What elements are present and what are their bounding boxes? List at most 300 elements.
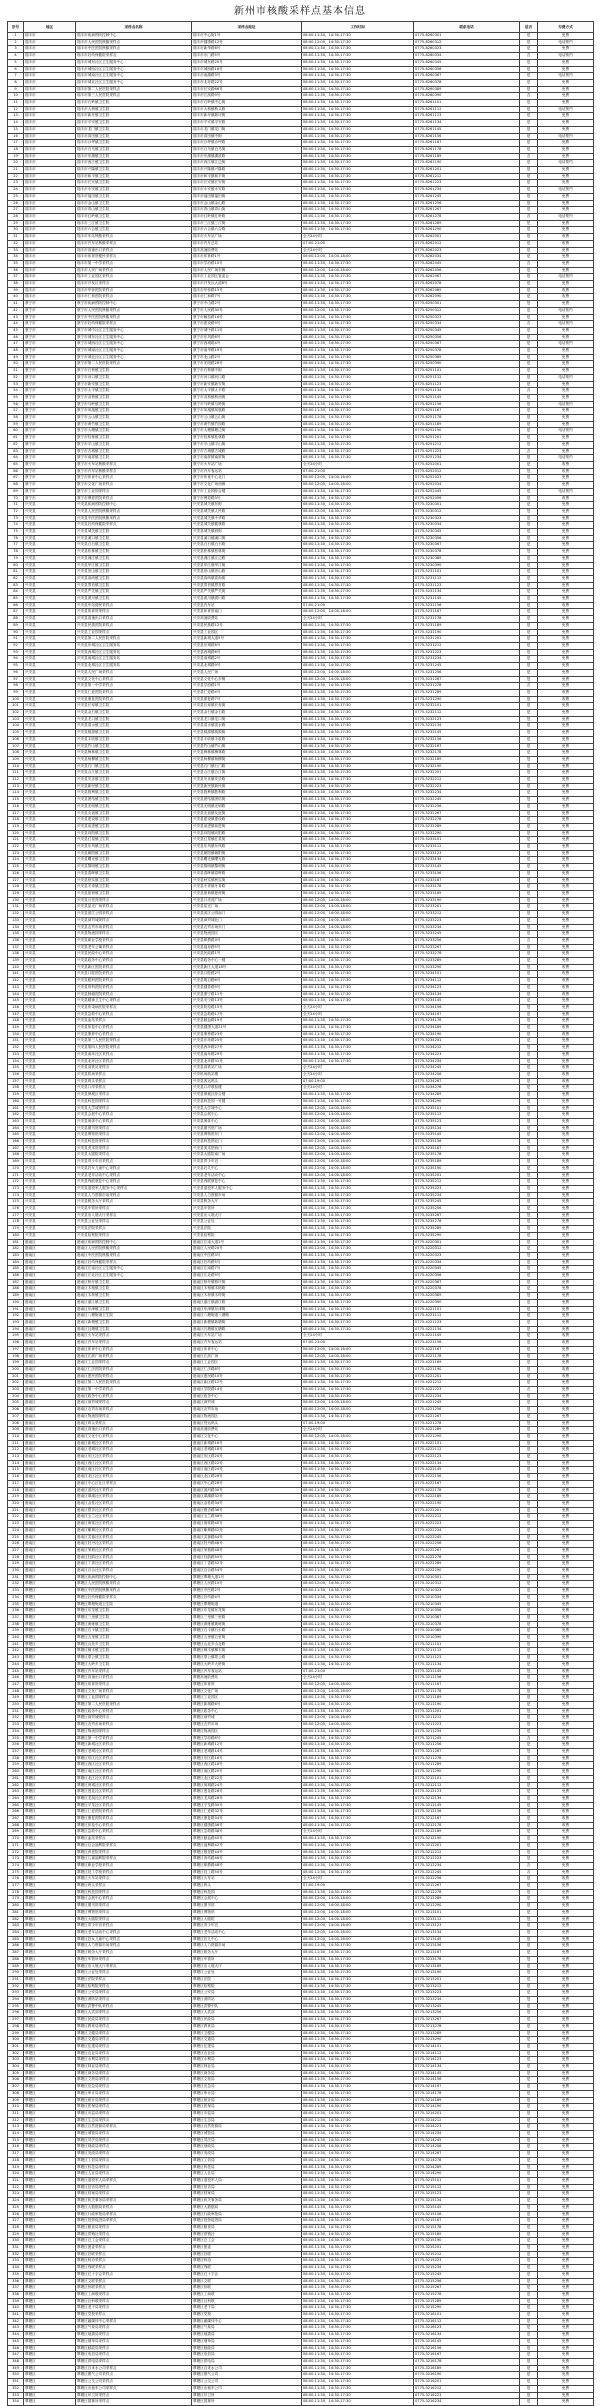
cell-row-number: 27 <box>8 207 24 214</box>
cell-payment-method: 免费 <box>538 1460 594 1467</box>
cell-contact-phone: 0775-3211256 <box>414 1742 520 1749</box>
cell-working-hours: 08:00-11:30，14:30-17:30 <box>302 260 414 267</box>
cell-site-address: 兴安县南城路2号 <box>192 656 302 663</box>
cell-working-hours: 08:00-11:30，14:30-17:30 <box>302 984 414 991</box>
cell-site-address: 覃塘区妇儿中心 <box>192 1936 302 1943</box>
cell-site-name: 兴安县松林镇卫生院 <box>76 549 192 556</box>
cell-working-hours: 08:00-11:30，14:30-17:30 <box>302 750 414 757</box>
cell-district: 覃塘区 <box>24 2265 76 2272</box>
cell-contact-phone: 0775-3213245 <box>414 2003 520 2010</box>
cell-district: 兴安县 <box>24 1092 76 1099</box>
cell-working-hours: 08:00-11:30，14:30-17:30 <box>302 535 414 542</box>
table-row <box>8 1118 594 1125</box>
cell-payment-method: 免费 <box>538 2030 594 2037</box>
cell-available-flag: 是 <box>520 1172 538 1179</box>
cell-contact-phone: 0775-4222201 <box>414 1507 520 1514</box>
cell-contact-phone: 0775-5231289 <box>414 689 520 696</box>
cell-site-address: 瑞丰市开发区大道8号 <box>192 281 302 288</box>
cell-site-address: 兴安县竹山镇竹山街 <box>192 743 302 750</box>
cell-site-name: 覃塘区物流园采样点 <box>76 1728 192 1735</box>
cell-payment-method: 免费 <box>538 2318 594 2325</box>
cell-district: 覃塘区 <box>24 2157 76 2164</box>
cell-contact-phone: 0775-4221223 <box>414 1387 520 1394</box>
table-row <box>8 716 594 723</box>
cell-district: 覃塘区 <box>24 1574 76 1581</box>
cell-contact-phone: 0775-3214212 <box>414 2117 520 2124</box>
table-row <box>8 1299 594 1306</box>
cell-contact-phone: 0775-6251156 <box>414 401 520 408</box>
table-row <box>8 2164 594 2171</box>
cell-district: 港南区 <box>24 1279 76 1286</box>
cell-site-name: 港南区木格镇卫生院 <box>76 1286 192 1293</box>
cell-site-name: 兴安县急救中心采样点 <box>76 1011 192 1018</box>
cell-working-hours: 08:00-12:00，14:00-18:00 <box>302 904 414 911</box>
cell-available-flag: 是 <box>520 1521 538 1528</box>
cell-working-hours: 08:00-11:30，14:30-17:30 <box>302 327 414 334</box>
cell-contact-phone: 0775-3211134 <box>414 1661 520 1668</box>
cell-district: 港南区 <box>24 1346 76 1353</box>
cell-site-name: 覃塘区财政局采样点 <box>76 2144 192 2151</box>
cell-site-address: 港南区茉莉路48号 <box>192 1547 302 1554</box>
cell-district: 覃塘区 <box>24 1983 76 1990</box>
cell-payment-method: 免费 <box>538 153 594 160</box>
cell-available-flag: 是 <box>520 475 538 482</box>
cell-contact-phone: 0775-6251223 <box>414 448 520 455</box>
cell-contact-phone: 0775-6250312 <box>414 307 520 314</box>
cell-contact-phone: 0775-5235256 <box>414 1206 520 1213</box>
cell-contact-phone: 0775-5234201 <box>414 1038 520 1045</box>
cell-district: 瑞丰市 <box>24 120 76 127</box>
cell-working-hours: 08:00-11:30，14:30-17:30 <box>302 2131 414 2138</box>
table-row <box>8 1380 594 1387</box>
cell-row-number: 203 <box>8 1387 24 1394</box>
cell-available-flag: 是 <box>520 2077 538 2084</box>
cell-site-name: 覃塘区妇联采样点 <box>76 2251 192 2258</box>
cell-district: 覃塘区 <box>24 1816 76 1823</box>
cell-district: 瑞丰市 <box>24 240 76 247</box>
cell-district: 瑞丰市 <box>24 213 76 220</box>
cell-row-number: 330 <box>8 2238 24 2245</box>
cell-contact-phone: 0775-5234234 <box>414 1058 520 1065</box>
cell-payment-method: 免费 <box>538 2379 594 2386</box>
cell-payment-method: 免费 <box>538 2057 594 2064</box>
cell-district: 康宁市 <box>24 468 76 475</box>
cell-site-address: 覃塘区南区路20号 <box>192 1769 302 1776</box>
cell-working-hours: 08:00-11:30，14:30-17:30 <box>302 1997 414 2004</box>
cell-working-hours: 08:00-11:30，14:30-17:30 <box>302 884 414 891</box>
cell-contact-phone: 0775-3215234 <box>414 2265 520 2272</box>
table-row <box>8 388 594 395</box>
cell-available-flag: 是 <box>520 1755 538 1762</box>
cell-district: 兴安县 <box>24 823 76 830</box>
cell-row-number: 193 <box>8 1320 24 1327</box>
cell-payment-method: 免费 <box>538 1889 594 1896</box>
cell-working-hours: 08:00-11:30，14:30-17:30 <box>302 207 414 214</box>
cell-working-hours: 08:00-11:30，14:30-17:30 <box>302 1749 414 1756</box>
cell-available-flag: 是 <box>520 415 538 422</box>
cell-site-address: 兴安县界首镇界首路 <box>192 582 302 589</box>
cell-site-address: 港南区湛江镇湛江路 <box>192 1299 302 1306</box>
cell-site-address: 覃塘区科技园 <box>192 1889 302 1896</box>
cell-payment-method: 免费 <box>538 2278 594 2285</box>
table-row <box>8 287 594 294</box>
cell-district: 覃塘区 <box>24 1903 76 1910</box>
cell-row-number: 129 <box>8 891 24 898</box>
cell-payment-method: 免费 <box>538 535 594 542</box>
cell-payment-method: 免费 <box>538 636 594 643</box>
cell-site-name: 康宁市文化广场采样点 <box>76 482 192 489</box>
table-row <box>8 2345 594 2352</box>
cell-payment-method: 免费 <box>538 837 594 844</box>
cell-site-name: 覃塘区红十字会采样点 <box>76 2271 192 2278</box>
cell-site-address: 兴安县桃源镇桃源街 <box>192 730 302 737</box>
cell-row-number: 172 <box>8 1179 24 1186</box>
cell-working-hours: 08:00-11:30，14:30-17:30 <box>302 736 414 743</box>
cell-site-address: 港南区海棠路40号 <box>192 1521 302 1528</box>
cell-site-name: 覃塘区城管局采样点 <box>76 2131 192 2138</box>
cell-working-hours: 08:00-11:30，14:30-17:30 <box>302 1051 414 1058</box>
cell-contact-phone: 0775-3214256 <box>414 2144 520 2151</box>
table-row <box>8 1058 594 1065</box>
cell-site-address: 兴安县北城路9号 <box>192 663 302 670</box>
table-row <box>8 260 594 267</box>
cell-site-name: 瑞丰市第一中学采样点 <box>76 260 192 267</box>
cell-row-number: 174 <box>8 1192 24 1199</box>
cell-contact-phone: 0775-5231212 <box>414 642 520 649</box>
cell-available-flag: 是 <box>520 180 538 187</box>
cell-working-hours: 08:00-11:30，14:30-17:30 <box>302 1889 414 1896</box>
table-row <box>8 609 594 616</box>
cell-available-flag: 是 <box>520 1655 538 1662</box>
cell-site-name: 兴安县博物馆采样点 <box>76 1132 192 1139</box>
cell-district: 覃塘区 <box>24 2017 76 2024</box>
cell-district: 覃塘区 <box>24 2198 76 2205</box>
cell-contact-phone: 0775-8260323 <box>414 46 520 53</box>
cell-payment-method: 免费 <box>538 435 594 442</box>
table-row <box>8 1400 594 1407</box>
cell-payment-method: 免费 <box>538 1467 594 1474</box>
cell-available-flag: 是 <box>520 1440 538 1447</box>
cell-district: 康宁市 <box>24 321 76 328</box>
cell-site-name: 兴安县车管所采样点 <box>76 1206 192 1213</box>
cell-contact-phone: 0775-3214112 <box>414 2050 520 2057</box>
cell-district: 覃塘区 <box>24 1869 76 1876</box>
cell-available-flag: 是 <box>520 931 538 938</box>
cell-payment-method: 免费 <box>538 2043 594 2050</box>
cell-working-hours: 08:00-11:30，14:30-17:30 <box>302 1869 414 1876</box>
cell-site-address: 覃塘区行政审批局 <box>192 2211 302 2218</box>
cell-site-address: 覃塘区新城路6号 <box>192 1702 302 1709</box>
cell-working-hours: 07:00-21:00 <box>302 1340 414 1347</box>
cell-working-hours: 08:00-11:30，14:30-17:30 <box>302 964 414 971</box>
cell-district: 瑞丰市 <box>24 140 76 147</box>
cell-working-hours: 08:00-12:00，14:00-18:00 <box>302 482 414 489</box>
table-row <box>8 2010 594 2017</box>
cell-site-address: 港南区金桂路34号 <box>192 1500 302 1507</box>
cell-available-flag: 是 <box>520 502 538 509</box>
cell-available-flag: 是 <box>520 2271 538 2278</box>
cell-site-name: 兴安县图书馆采样点 <box>76 1125 192 1132</box>
cell-available-flag: 是 <box>520 763 538 770</box>
cell-row-number: 178 <box>8 1219 24 1226</box>
table-row <box>8 2298 594 2305</box>
cell-contact-phone: 0775-4221256 <box>414 1407 520 1414</box>
cell-working-hours: 08:00-11:30，14:30-17:30 <box>302 1259 414 1266</box>
cell-available-flag: 是 <box>520 301 538 308</box>
cell-site-name: 覃塘区覃塘街道卫生院 <box>76 1601 192 1608</box>
cell-working-hours: 08:00-11:30，14:30-17:30 <box>302 2010 414 2017</box>
cell-site-address: 覃塘区青少年宫 <box>192 1923 302 1930</box>
cell-working-hours: 08:00-11:30，14:30-17:30 <box>302 2090 414 2097</box>
cell-contact-phone: 0775-5230389 <box>414 555 520 562</box>
cell-district: 兴安县 <box>24 1139 76 1146</box>
cell-row-number: 184 <box>8 1259 24 1266</box>
cell-available-flag: 是 <box>520 1635 538 1642</box>
table-row <box>8 703 594 710</box>
cell-district: 瑞丰市 <box>24 59 76 66</box>
cell-working-hours: 08:00-12:00，14:00-18:00 <box>302 1909 414 1916</box>
cell-available-flag: 是 <box>520 361 538 368</box>
cell-site-name: 覃塘区东龙镇卫生院 <box>76 1608 192 1615</box>
table-row <box>8 1635 594 1642</box>
cell-site-name: 港南区人民医院核酸采样点 <box>76 1246 192 1253</box>
cell-available-flag: 否 <box>520 1862 538 1869</box>
table-row <box>8 2265 594 2272</box>
cell-site-name: 兴安县妇幼保健院采样点 <box>76 522 192 529</box>
cell-payment-method: 免费 <box>538 1018 594 1025</box>
cell-available-flag: 是 <box>520 2104 538 2111</box>
cell-working-hours: 08:00-11:30，14:30-17:30 <box>302 810 414 817</box>
cell-site-name: 康宁市凤凰镇卫生院 <box>76 408 192 415</box>
cell-contact-phone: 0775-4222267 <box>414 1547 520 1554</box>
cell-available-flag: 是 <box>520 1762 538 1769</box>
table-row <box>8 2318 594 2325</box>
cell-site-address: 覃塘区供销社 <box>192 2231 302 2238</box>
cell-site-name: 覃塘区园林所采样点 <box>76 2399 192 2406</box>
cell-district: 覃塘区 <box>24 2104 76 2111</box>
cell-row-number: 209 <box>8 1427 24 1434</box>
cell-row-number: 141 <box>8 971 24 978</box>
cell-working-hours: 全天24小时 <box>302 1675 414 1682</box>
cell-payment-method: 免费 <box>538 1916 594 1923</box>
cell-site-address: 港南区妇幼路5号 <box>192 1259 302 1266</box>
cell-site-address: 兴安县客运码头 <box>192 1078 302 1085</box>
cell-contact-phone: 0775-5233112 <box>414 844 520 851</box>
cell-district: 港南区 <box>24 1273 76 1280</box>
cell-payment-method: 免费 <box>538 1293 594 1300</box>
cell-working-hours: 08:00-11:30，14:30-17:30 <box>302 1802 414 1809</box>
cell-available-flag: 是 <box>520 1500 538 1507</box>
cell-site-address: 覃塘区工商联 <box>192 2291 302 2298</box>
cell-row-number: 98 <box>8 683 24 690</box>
cell-available-flag: 是 <box>520 535 538 542</box>
cell-working-hours: 全天24小时 <box>302 1071 414 1078</box>
cell-contact-phone: 0775-3212223 <box>414 1856 520 1863</box>
table-row <box>8 180 594 187</box>
cell-working-hours: 08:00-12:00，14:00-18:00 <box>302 911 414 918</box>
cell-site-address: 瑞丰市火车站广场 <box>192 234 302 241</box>
cell-row-number: 181 <box>8 1239 24 1246</box>
cell-contact-phone: 0775-5231290 <box>414 696 520 703</box>
cell-district: 港南区 <box>24 1353 76 1360</box>
cell-site-address: 港南区文化中心 <box>192 1433 302 1440</box>
cell-row-number: 186 <box>8 1273 24 1280</box>
cell-row-number: 30 <box>8 227 24 234</box>
cell-working-hours: 08:00-11:30，14:30-17:30 <box>302 2137 414 2144</box>
cell-working-hours: 08:00-12:00，14:00-18:00 <box>302 1688 414 1695</box>
cell-payment-method: 免费 <box>538 1353 594 1360</box>
cell-contact-phone: 0775-4220334 <box>414 1259 520 1266</box>
cell-payment-method: 免费 <box>538 1413 594 1420</box>
cell-working-hours: 08:00-11:30，14:30-17:30 <box>302 555 414 562</box>
cell-contact-phone: 0775-5232278 <box>414 817 520 824</box>
table-row <box>8 958 594 965</box>
cell-working-hours: 08:00-11:30，14:30-17:30 <box>302 1561 414 1568</box>
cell-site-name: 覃塘区老年活动中心采样点 <box>76 1929 192 1936</box>
table-row <box>8 2037 594 2044</box>
cell-payment-method: 免费 <box>538 629 594 636</box>
table-row <box>8 1219 594 1226</box>
cell-site-address: 覃塘区文化广场 <box>192 1688 302 1695</box>
cell-site-name: 兴安县建设镇卫生院 <box>76 817 192 824</box>
cell-payment-method: 免费 <box>538 1527 594 1534</box>
cell-working-hours: 08:00-11:30，14:30-17:30 <box>302 1494 414 1501</box>
cell-contact-phone: 0775-5235267 <box>414 1212 520 1219</box>
cell-contact-phone: 0775-3213112 <box>414 1916 520 1923</box>
table-row <box>8 59 594 66</box>
cell-working-hours: 08:00-11:30，14:30-17:30 <box>302 683 414 690</box>
cell-working-hours: 08:00-11:30，14:30-17:30 <box>302 1849 414 1856</box>
cell-payment-method: 免费 <box>538 864 594 871</box>
cell-available-flag: 是 <box>520 86 538 93</box>
cell-payment-method: 免费 <box>538 904 594 911</box>
cell-site-address: 康宁市工业园综合楼 <box>192 488 302 495</box>
cell-available-flag: 是 <box>520 173 538 180</box>
cell-contact-phone: 0775-5232234 <box>414 790 520 797</box>
cell-row-number: 331 <box>8 2245 24 2252</box>
cell-site-name: 兴安县残联康复中心采样点 <box>76 1179 192 1186</box>
cell-payment-method: 免费 <box>538 2399 594 2406</box>
cell-payment-method: 免费 <box>538 2090 594 2097</box>
cell-row-number: 295 <box>8 2003 24 2010</box>
cell-payment-method: 收费 <box>538 462 594 469</box>
cell-site-name: 兴安县北城社区卫生服务站 <box>76 663 192 670</box>
cell-district: 覃塘区 <box>24 1829 76 1836</box>
cell-row-number: 5 <box>8 59 24 66</box>
table-row <box>8 1507 594 1514</box>
cell-payment-method: 免费 <box>538 1427 594 1434</box>
cell-available-flag: 是 <box>520 441 538 448</box>
cell-working-hours: 08:00-11:30，14:30-17:30 <box>302 1206 414 1213</box>
cell-contact-phone: 0775-3211189 <box>414 1695 520 1702</box>
table-row <box>8 616 594 623</box>
table-row <box>8 1226 594 1233</box>
table-row <box>8 1366 594 1373</box>
table-row <box>8 2372 594 2379</box>
cell-site-name: 兴安县大学城采样点 <box>76 1105 192 1112</box>
cell-contact-phone: 0775-3215123 <box>414 2191 520 2198</box>
cell-row-number: 292 <box>8 1983 24 1990</box>
cell-site-name: 港南区木梓镇卫生院 <box>76 1293 192 1300</box>
cell-district: 覃塘区 <box>24 1608 76 1615</box>
cell-site-name: 覃塘区信访局采样点 <box>76 2184 192 2191</box>
cell-site-address: 瑞丰市永安镇永安路 <box>192 187 302 194</box>
cell-available-flag: 是 <box>520 1266 538 1273</box>
cell-available-flag: 是 <box>520 904 538 911</box>
table-row <box>8 1842 594 1849</box>
cell-row-number: 64 <box>8 455 24 462</box>
cell-site-address: 覃塘区发改局 <box>192 2151 302 2158</box>
table-row <box>8 1588 594 1595</box>
cell-district: 覃塘区 <box>24 1715 76 1722</box>
cell-site-address: 覃塘区电信局 <box>192 2352 302 2359</box>
table-row <box>8 1628 594 1635</box>
cell-working-hours: 08:00-12:00，14:00-18:00 <box>302 1936 414 1943</box>
table-row <box>8 542 594 549</box>
cell-working-hours: 08:00-11:30，14:30-17:30 <box>302 837 414 844</box>
cell-contact-phone: 0775-4222134 <box>414 1460 520 1467</box>
cell-working-hours: 08:00-11:30，14:30-17:30 <box>302 1742 414 1749</box>
cell-district: 兴安县 <box>24 1118 76 1125</box>
cell-site-name: 瑞丰市金山镇卫生院 <box>76 200 192 207</box>
table-row <box>8 1795 594 1802</box>
cell-payment-method: 收费 <box>538 1031 594 1038</box>
cell-site-address: 覃塘区烟草局 <box>192 2338 302 2345</box>
sampling-sites-table <box>7 21 594 2406</box>
cell-payment-method: 免费 <box>538 1547 594 1554</box>
table-row <box>8 200 594 207</box>
cell-available-flag: 是 <box>520 750 538 757</box>
cell-available-flag: 是 <box>520 2124 538 2131</box>
cell-contact-phone: 0775-5230345 <box>414 529 520 536</box>
cell-district: 兴安县 <box>24 1219 76 1226</box>
cell-available-flag: 是 <box>520 1407 538 1414</box>
cell-site-name: 康宁市马岭镇卫生院 <box>76 401 192 408</box>
cell-available-flag: 是 <box>520 2345 538 2352</box>
cell-row-number: 33 <box>8 247 24 254</box>
cell-working-hours: 08:00-11:30，14:30-17:30 <box>302 2385 414 2392</box>
cell-working-hours: 08:00-12:00，14:00-18:00 <box>302 1145 414 1152</box>
cell-site-name: 覃塘区老干局采样点 <box>76 2305 192 2312</box>
cell-district: 兴安县 <box>24 924 76 931</box>
cell-row-number: 41 <box>8 301 24 308</box>
cell-district: 兴安县 <box>24 535 76 542</box>
cell-working-hours: 08:00-11:30，14:30-17:30 <box>302 1574 414 1581</box>
cell-payment-method: 免费 <box>538 59 594 66</box>
cell-district: 瑞丰市 <box>24 234 76 241</box>
cell-available-flag: 是 <box>520 911 538 918</box>
cell-contact-phone: 0775-3211278 <box>414 1755 520 1762</box>
cell-row-number: 235 <box>8 1601 24 1608</box>
cell-district: 覃塘区 <box>24 2077 76 2084</box>
cell-row-number: 300 <box>8 2037 24 2044</box>
cell-working-hours: 08:00-11:30，14:30-17:30 <box>302 2198 414 2205</box>
cell-row-number: 23 <box>8 180 24 187</box>
cell-site-address: 覃塘区供电局 <box>192 2358 302 2365</box>
cell-contact-phone: 0775-3211201 <box>414 1708 520 1715</box>
cell-working-hours: 08:00-11:30，14:30-17:30 <box>302 368 414 375</box>
cell-available-flag: 是 <box>520 1795 538 1802</box>
cell-payment-method: 免费 <box>538 1561 594 1568</box>
cell-site-name: 康宁市中医医院核酸采样点 <box>76 314 192 321</box>
cell-contact-phone: 0775-3216178 <box>414 2358 520 2365</box>
cell-row-number: 316 <box>8 2144 24 2151</box>
table-row <box>8 1614 594 1621</box>
cell-contact-phone: 0775-4222289 <box>414 1561 520 1568</box>
cell-site-address: 覃塘区商贸城 <box>192 1715 302 1722</box>
cell-available-flag: 是 <box>520 2338 538 2345</box>
cell-payment-method: 免费 <box>538 2358 594 2365</box>
